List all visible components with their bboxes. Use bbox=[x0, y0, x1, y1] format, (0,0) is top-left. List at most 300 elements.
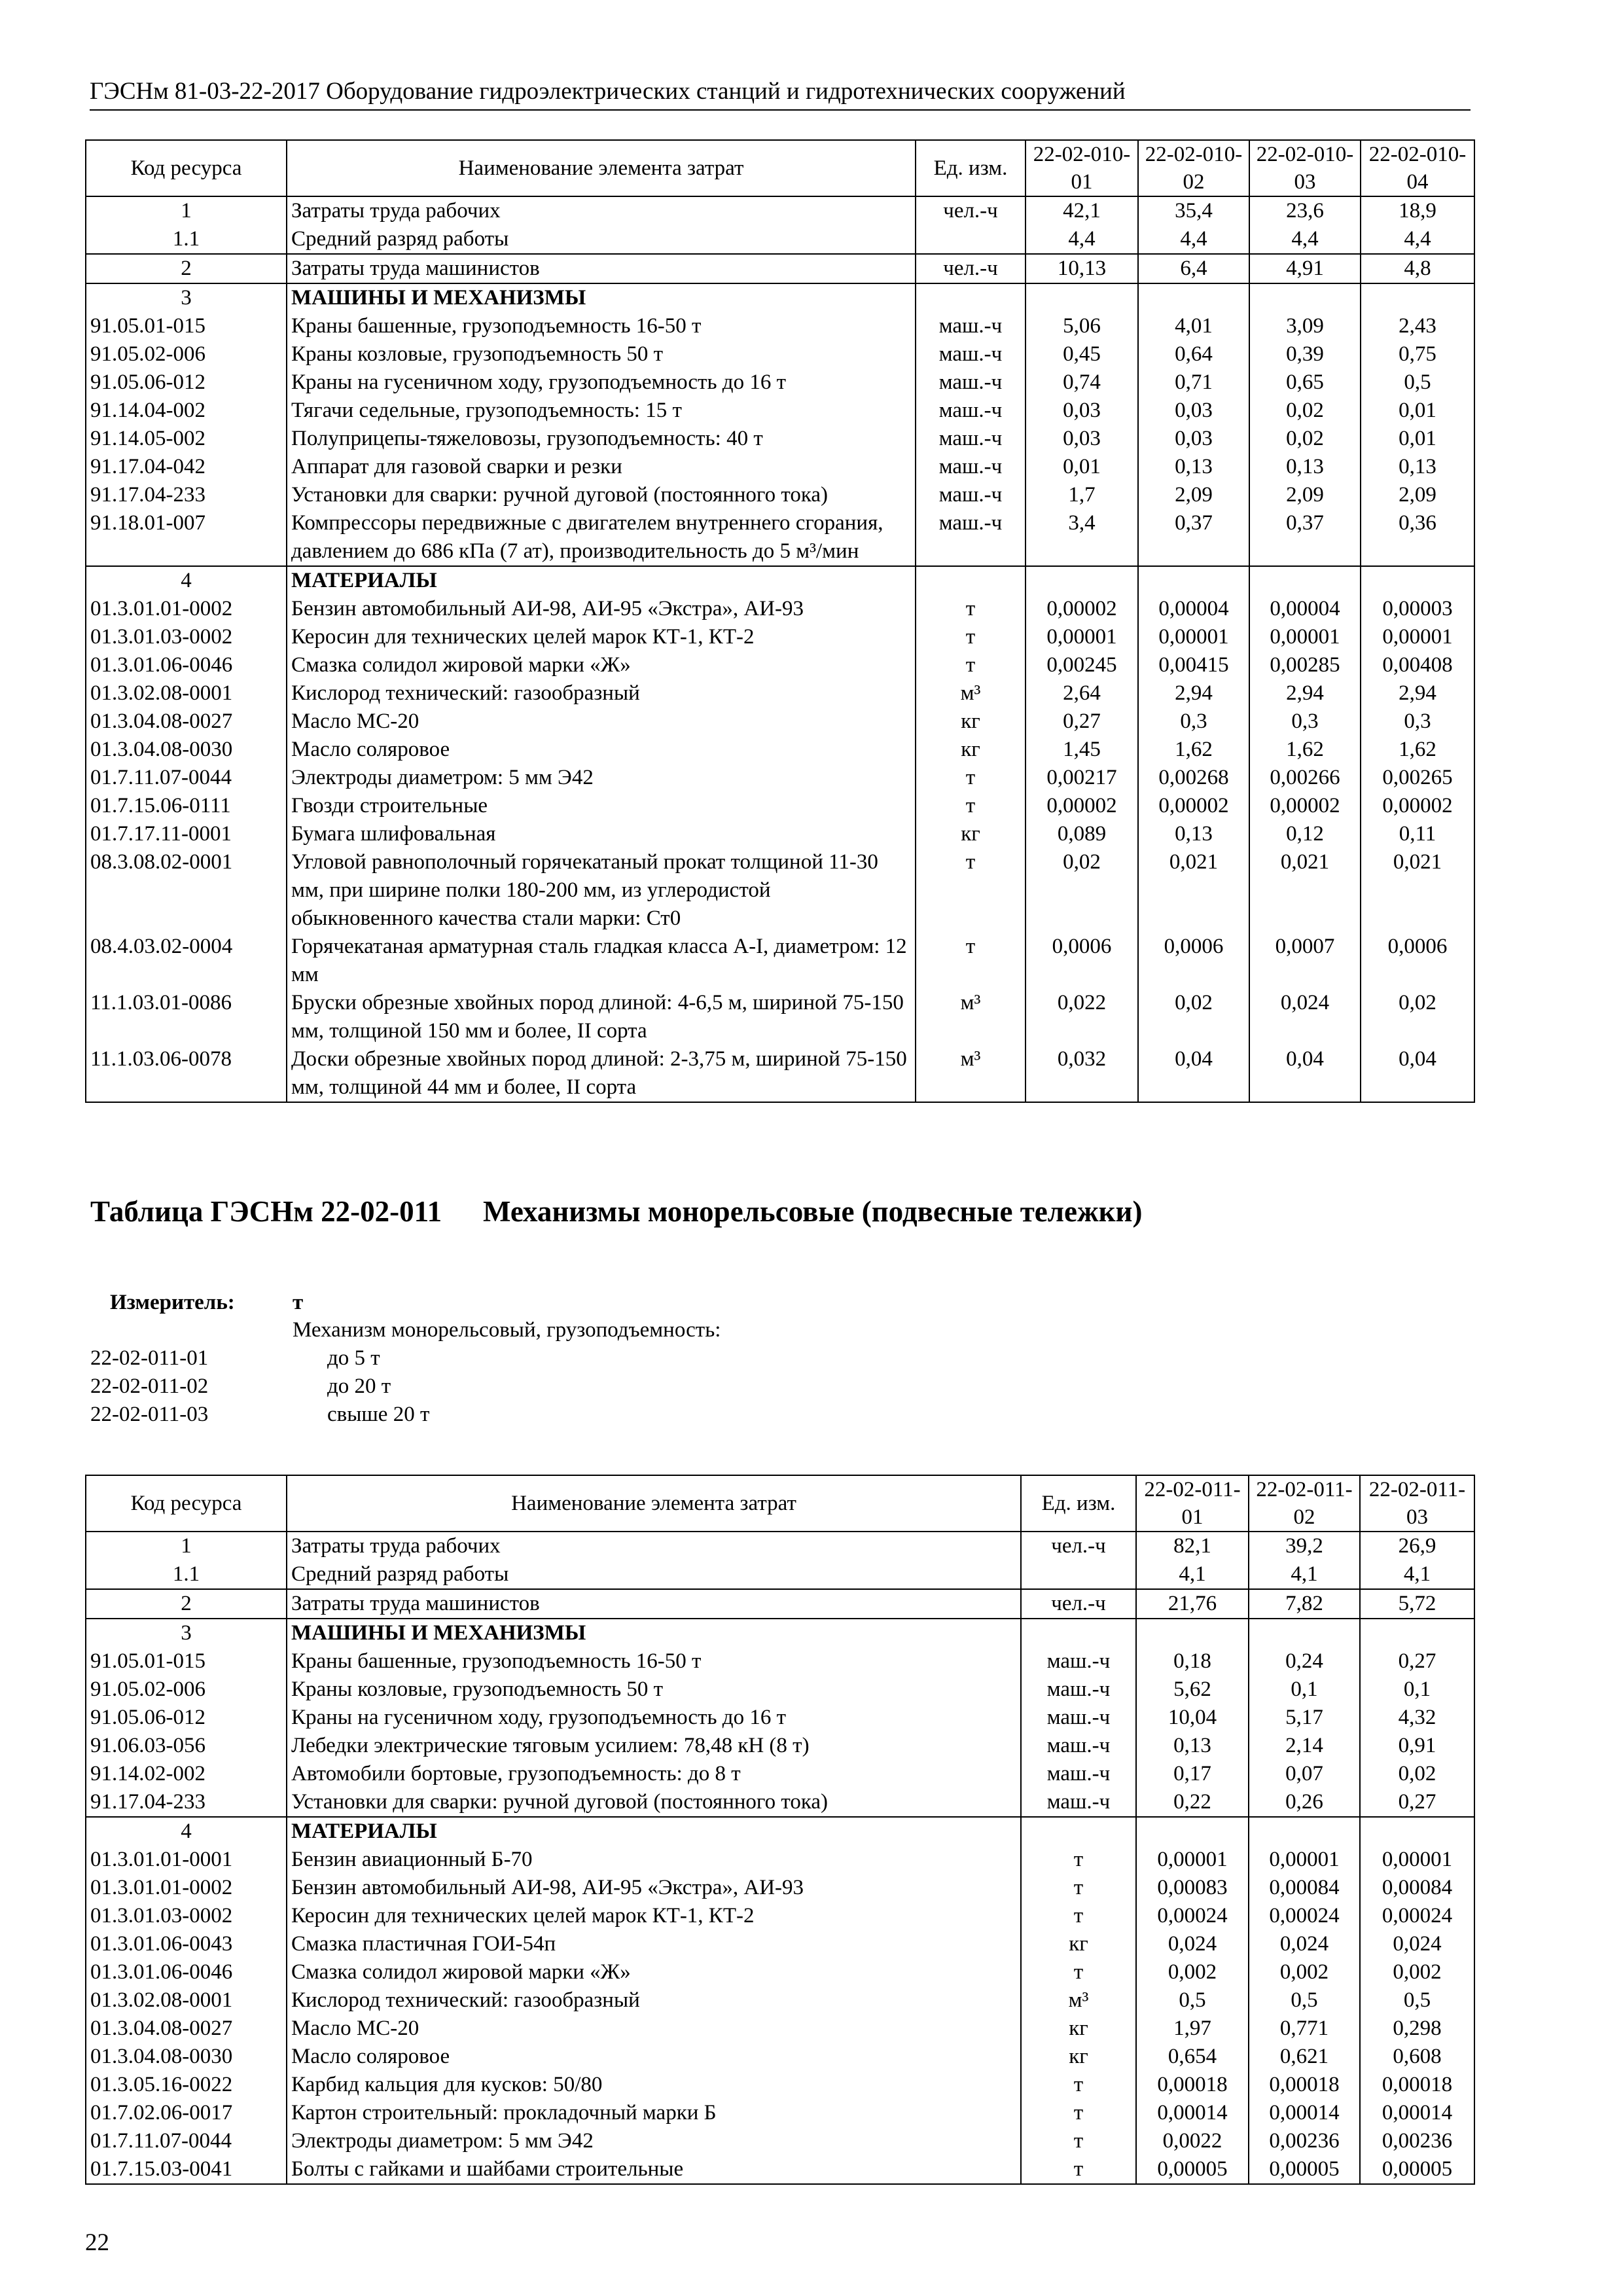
cell-value: 0,771 bbox=[1249, 2015, 1360, 2043]
cell-value: 0,26 bbox=[1249, 1788, 1360, 1817]
cell-name: Затраты труда машинистов bbox=[287, 254, 916, 283]
cell-value: 0,00001 bbox=[1249, 1846, 1360, 1874]
cell-unit: т bbox=[916, 848, 1026, 933]
table-title-code: Таблица ГЭСНм 22-02-011 bbox=[90, 1195, 442, 1228]
cell-code: 91.05.02-006 bbox=[86, 340, 287, 368]
column-header-value: 22-02-011-03 bbox=[1360, 1475, 1474, 1532]
column-header-value: 22-02-010-01 bbox=[1026, 140, 1138, 196]
page-number: 22 bbox=[85, 2229, 109, 2256]
table-row bbox=[86, 397, 1474, 425]
cell-code: 91.17.04-042 bbox=[86, 453, 287, 481]
cell-code: 01.3.01.01-0002 bbox=[86, 1874, 287, 1902]
cell-code: 01.3.01.06-0043 bbox=[86, 1930, 287, 1958]
cell-code: 3 bbox=[86, 1619, 287, 1647]
cell-unit: маш.-ч bbox=[916, 312, 1026, 340]
cell-value: 4,32 bbox=[1360, 1704, 1474, 1732]
cell-name: МАТЕРИАЛЫ bbox=[287, 1817, 1021, 1846]
cell-value: 2,94 bbox=[1361, 679, 1474, 708]
cell-value: 0,04 bbox=[1361, 1045, 1474, 1102]
cell-value: 0,13 bbox=[1136, 1732, 1249, 1760]
column-header-value: 22-02-010-02 bbox=[1138, 140, 1249, 196]
cell-unit: кг bbox=[916, 708, 1026, 736]
cell-value: 0,01 bbox=[1361, 425, 1474, 453]
cell-value: 0,00236 bbox=[1249, 2127, 1360, 2155]
table-row bbox=[86, 764, 1474, 792]
cell-value: 2,09 bbox=[1249, 481, 1361, 509]
table-row bbox=[86, 1986, 1474, 2015]
cell-value: 0,024 bbox=[1136, 1930, 1249, 1958]
table-row bbox=[86, 425, 1474, 453]
cell-code: 01.3.01.06-0046 bbox=[86, 1958, 287, 1986]
cell-value: 0,03 bbox=[1026, 397, 1138, 425]
cell-name: Установки для сварки: ручной дуговой (постоянного тока) bbox=[287, 1788, 1021, 1817]
cell-code: 01.3.01.03-0002 bbox=[86, 1902, 287, 1930]
cell-value: 0,00014 bbox=[1249, 2099, 1360, 2127]
cell-value: 0,00002 bbox=[1026, 792, 1138, 820]
cell-value: 18,9 bbox=[1361, 196, 1474, 225]
cell-code: 4 bbox=[86, 566, 287, 595]
cell-name: Бумага шлифовальная bbox=[287, 820, 916, 848]
cell-unit: т bbox=[916, 651, 1026, 679]
cell-unit: чел.-ч bbox=[916, 254, 1026, 283]
table-row bbox=[86, 225, 1474, 254]
measure-item-code: 22-02-011-03 bbox=[90, 1403, 209, 1426]
cell-value bbox=[1138, 566, 1249, 595]
table-row bbox=[86, 2043, 1474, 2071]
cell-code: 91.17.04-233 bbox=[86, 481, 287, 509]
table-row bbox=[86, 820, 1474, 848]
cell-name: Бензин автомобильный АИ-98, АИ-95 «Экстра», АИ-93 bbox=[287, 1874, 1021, 1902]
cell-code: 91.14.04-002 bbox=[86, 397, 287, 425]
cell-value: 0,00236 bbox=[1360, 2127, 1474, 2155]
cell-value: 4,4 bbox=[1249, 225, 1361, 254]
cell-value: 0,024 bbox=[1249, 1930, 1360, 1958]
cell-value: 1,97 bbox=[1136, 2015, 1249, 2043]
cell-name: Краны козловые, грузоподъемность 50 т bbox=[287, 340, 916, 368]
cell-code: 2 bbox=[86, 254, 287, 283]
cell-value: 0,5 bbox=[1360, 1986, 1474, 2015]
cell-value: 0,37 bbox=[1249, 509, 1361, 566]
cell-value: 0,00083 bbox=[1136, 1874, 1249, 1902]
cell-value: 0,27 bbox=[1360, 1647, 1474, 1676]
cell-unit: кг bbox=[916, 736, 1026, 764]
table-row bbox=[86, 2071, 1474, 2099]
cell-value: 2,94 bbox=[1249, 679, 1361, 708]
cell-unit: т bbox=[1021, 1902, 1136, 1930]
table-row bbox=[86, 453, 1474, 481]
cell-value: 4,4 bbox=[1361, 225, 1474, 254]
cell-name: Смазка солидол жировой марки «Ж» bbox=[287, 651, 916, 679]
cell-value: 0,00005 bbox=[1249, 2155, 1360, 2184]
cell-code: 91.14.05-002 bbox=[86, 425, 287, 453]
measure-item-text: свыше 20 т bbox=[327, 1403, 430, 1426]
cell-value: 0,00001 bbox=[1026, 623, 1138, 651]
cell-value: 1,7 bbox=[1026, 481, 1138, 509]
cell-value: 4,1 bbox=[1136, 1560, 1249, 1589]
table-row bbox=[86, 1647, 1474, 1676]
column-header-name: Наименование элемента затрат bbox=[287, 1475, 1021, 1532]
measure-unit: т bbox=[293, 1291, 304, 1314]
cell-value: 0,13 bbox=[1361, 453, 1474, 481]
cell-code: 91.17.04-233 bbox=[86, 1788, 287, 1817]
cell-name: МАШИНЫ И МЕХАНИЗМЫ bbox=[287, 1619, 1021, 1647]
cell-name: Краны на гусеничном ходу, грузоподъемность до 16 т bbox=[287, 368, 916, 397]
cell-name: Краны башенные, грузоподъемность 16-50 т bbox=[287, 312, 916, 340]
column-header-unit: Ед. изм. bbox=[1021, 1475, 1136, 1532]
cell-value: 0,02 bbox=[1361, 989, 1474, 1045]
column-header-value: 22-02-011-02 bbox=[1249, 1475, 1360, 1532]
cell-code: 91.18.01-007 bbox=[86, 509, 287, 566]
cell-unit bbox=[1021, 1619, 1136, 1647]
cell-name: Компрессоры передвижные с двигателем внутреннего сгорания, давлением до 686 кПа (7 ат), производительность до 5 м³/мин bbox=[287, 509, 916, 566]
cell-value: 0,02 bbox=[1249, 425, 1361, 453]
cell-value: 0,5 bbox=[1361, 368, 1474, 397]
cell-code: 2 bbox=[86, 1589, 287, 1619]
measure-description: Механизм монорельсовый, грузоподъемность: bbox=[293, 1318, 721, 1342]
column-header-value: 22-02-010-04 bbox=[1361, 140, 1474, 196]
table-row bbox=[86, 481, 1474, 509]
cell-value: 0,01 bbox=[1361, 397, 1474, 425]
cell-code: 91.05.01-015 bbox=[86, 1647, 287, 1676]
cell-value: 0,1 bbox=[1249, 1676, 1360, 1704]
cell-value: 0,00014 bbox=[1360, 2099, 1474, 2127]
cell-value bbox=[1026, 566, 1138, 595]
cell-code: 1.1 bbox=[86, 225, 287, 254]
table-row bbox=[86, 2099, 1474, 2127]
cell-value: 2,64 bbox=[1026, 679, 1138, 708]
table-row bbox=[86, 1817, 1474, 1846]
cell-unit: кг bbox=[916, 820, 1026, 848]
cell-value: 4,91 bbox=[1249, 254, 1361, 283]
cell-value bbox=[1136, 1817, 1249, 1846]
table-row bbox=[86, 1902, 1474, 1930]
cell-value: 0,00268 bbox=[1138, 764, 1249, 792]
cell-value: 0,18 bbox=[1136, 1647, 1249, 1676]
cell-value: 2,14 bbox=[1249, 1732, 1360, 1760]
measure-item-code: 22-02-011-01 bbox=[90, 1346, 209, 1370]
cell-value: 0,0006 bbox=[1026, 933, 1138, 989]
cell-value: 0,022 bbox=[1026, 989, 1138, 1045]
table-row bbox=[86, 708, 1474, 736]
cell-value: 0,00003 bbox=[1361, 595, 1474, 623]
cell-name: Тягачи седельные, грузоподъемность: 15 т bbox=[287, 397, 916, 425]
cell-value: 0,02 bbox=[1026, 848, 1138, 933]
cell-value bbox=[1360, 1619, 1474, 1647]
cell-unit: м³ bbox=[1021, 1986, 1136, 2015]
cell-value: 0,024 bbox=[1249, 989, 1361, 1045]
cell-unit: т bbox=[916, 933, 1026, 989]
cell-unit: кг bbox=[1021, 2015, 1136, 2043]
cell-unit: м³ bbox=[916, 1045, 1026, 1102]
cell-code: 01.7.17.11-0001 bbox=[86, 820, 287, 848]
cell-value: 0,39 bbox=[1249, 340, 1361, 368]
cell-value: 0,00217 bbox=[1026, 764, 1138, 792]
cell-value bbox=[1249, 283, 1361, 312]
cell-value: 0,11 bbox=[1361, 820, 1474, 848]
cell-code: 91.05.01-015 bbox=[86, 312, 287, 340]
table-row bbox=[86, 1532, 1474, 1560]
cell-code: 01.7.11.07-0044 bbox=[86, 764, 287, 792]
cell-value bbox=[1361, 566, 1474, 595]
cell-name: МАТЕРИАЛЫ bbox=[287, 566, 916, 595]
cell-value: 0,01 bbox=[1026, 453, 1138, 481]
cell-code: 08.3.08.02-0001 bbox=[86, 848, 287, 933]
table-row bbox=[86, 1760, 1474, 1788]
cell-value: 3,4 bbox=[1026, 509, 1138, 566]
cell-value: 0,00266 bbox=[1249, 764, 1361, 792]
cell-code: 01.3.04.08-0027 bbox=[86, 708, 287, 736]
cell-value: 4,01 bbox=[1138, 312, 1249, 340]
cell-value: 0,0006 bbox=[1138, 933, 1249, 989]
cell-value: 0,00001 bbox=[1249, 623, 1361, 651]
cell-name: Масло соляровое bbox=[287, 736, 916, 764]
cell-unit: т bbox=[916, 792, 1026, 820]
cell-value: 0,00415 bbox=[1138, 651, 1249, 679]
cell-name: Затраты труда машинистов bbox=[287, 1589, 1021, 1619]
cell-code: 01.3.05.16-0022 bbox=[86, 2071, 287, 2099]
cell-name: Краны на гусеничном ходу, грузоподъемность до 16 т bbox=[287, 1704, 1021, 1732]
cell-name: Смазка солидол жировой марки «Ж» bbox=[287, 1958, 1021, 1986]
cell-value: 0,64 bbox=[1138, 340, 1249, 368]
cell-value: 0,37 bbox=[1138, 509, 1249, 566]
cell-value: 0,07 bbox=[1249, 1760, 1360, 1788]
cell-value: 0,00004 bbox=[1138, 595, 1249, 623]
table-row bbox=[86, 2015, 1474, 2043]
column-header-unit: Ед. изм. bbox=[916, 140, 1026, 196]
cell-value: 26,9 bbox=[1360, 1532, 1474, 1560]
cell-value: 0,00001 bbox=[1138, 623, 1249, 651]
cell-value: 0,75 bbox=[1361, 340, 1474, 368]
cell-code: 01.7.02.06-0017 bbox=[86, 2099, 287, 2127]
cell-value: 0,74 bbox=[1026, 368, 1138, 397]
cell-value: 0,00005 bbox=[1360, 2155, 1474, 2184]
table-title-name: Механизмы монорельсовые (подвесные тележки) bbox=[483, 1195, 1143, 1228]
cell-name: Керосин для технических целей марок КТ-1, КТ-2 bbox=[287, 623, 916, 651]
cell-value bbox=[1249, 1619, 1360, 1647]
cell-value: 0,45 bbox=[1026, 340, 1138, 368]
cell-value: 0,22 bbox=[1136, 1788, 1249, 1817]
cell-unit: маш.-ч bbox=[916, 509, 1026, 566]
cell-code: 01.3.01.06-0046 bbox=[86, 651, 287, 679]
cell-value: 0,00024 bbox=[1360, 1902, 1474, 1930]
cell-value: 10,04 bbox=[1136, 1704, 1249, 1732]
cell-code: 1 bbox=[86, 196, 287, 225]
cell-unit: маш.-ч bbox=[1021, 1732, 1136, 1760]
cell-unit: м³ bbox=[916, 989, 1026, 1045]
resource-table-010 bbox=[85, 139, 1475, 1103]
cell-value: 7,82 bbox=[1249, 1589, 1360, 1619]
cell-value: 1,45 bbox=[1026, 736, 1138, 764]
cell-value: 0,3 bbox=[1361, 708, 1474, 736]
cell-name: Установки для сварки: ручной дуговой (постоянного тока) bbox=[287, 481, 916, 509]
table-row bbox=[86, 1704, 1474, 1732]
cell-value: 0,13 bbox=[1249, 453, 1361, 481]
cell-name: Болты с гайками и шайбами строительные bbox=[287, 2155, 1021, 2184]
cell-name: Карбид кальция для кусков: 50/80 bbox=[287, 2071, 1021, 2099]
cell-value: 0,00018 bbox=[1136, 2071, 1249, 2099]
cell-value: 0,00001 bbox=[1136, 1846, 1249, 1874]
cell-value: 0,00005 bbox=[1136, 2155, 1249, 2184]
column-header-name: Наименование элемента затрат bbox=[287, 140, 916, 196]
cell-name: Керосин для технических целей марок КТ-1, КТ-2 bbox=[287, 1902, 1021, 1930]
cell-value bbox=[1136, 1619, 1249, 1647]
cell-value: 0,0007 bbox=[1249, 933, 1361, 989]
cell-code: 01.3.02.08-0001 bbox=[86, 679, 287, 708]
cell-code: 91.05.02-006 bbox=[86, 1676, 287, 1704]
cell-value: 4,4 bbox=[1138, 225, 1249, 254]
cell-code: 01.7.15.06-0111 bbox=[86, 792, 287, 820]
table-row bbox=[86, 509, 1474, 566]
cell-name: Гвозди строительные bbox=[287, 792, 916, 820]
table-row bbox=[86, 312, 1474, 340]
cell-value: 0,089 bbox=[1026, 820, 1138, 848]
table-row bbox=[86, 989, 1474, 1045]
cell-value: 0,91 bbox=[1360, 1732, 1474, 1760]
cell-name: Средний разряд работы bbox=[287, 225, 916, 254]
resource-table-011 bbox=[85, 1475, 1475, 2185]
cell-value: 39,2 bbox=[1249, 1532, 1360, 1560]
cell-value: 5,62 bbox=[1136, 1676, 1249, 1704]
table-row bbox=[86, 848, 1474, 933]
cell-value: 0,71 bbox=[1138, 368, 1249, 397]
table-row bbox=[86, 595, 1474, 623]
cell-value bbox=[1249, 566, 1361, 595]
cell-name: Бензин автомобильный АИ-98, АИ-95 «Экстра», АИ-93 bbox=[287, 595, 916, 623]
cell-value: 4,1 bbox=[1249, 1560, 1360, 1589]
cell-unit: маш.-ч bbox=[916, 397, 1026, 425]
cell-value: 0,0022 bbox=[1136, 2127, 1249, 2155]
cell-unit: маш.-ч bbox=[1021, 1676, 1136, 1704]
cell-code: 11.1.03.01-0086 bbox=[86, 989, 287, 1045]
cell-value: 4,1 bbox=[1360, 1560, 1474, 1589]
cell-unit: чел.-ч bbox=[916, 196, 1026, 225]
cell-value: 0,36 bbox=[1361, 509, 1474, 566]
measure-label: Измеритель: bbox=[110, 1291, 235, 1314]
column-header-code: Код ресурса bbox=[86, 1475, 287, 1532]
cell-name: Масло МС-20 bbox=[287, 708, 916, 736]
cell-value: 23,6 bbox=[1249, 196, 1361, 225]
table-row bbox=[86, 792, 1474, 820]
cell-code: 4 bbox=[86, 1817, 287, 1846]
cell-code: 3 bbox=[86, 283, 287, 312]
cell-value: 0,1 bbox=[1360, 1676, 1474, 1704]
cell-name: Лебедки электрические тяговым усилием: 78,48 кН (8 т) bbox=[287, 1732, 1021, 1760]
cell-unit: т bbox=[1021, 2071, 1136, 2099]
table-row bbox=[86, 2155, 1474, 2184]
cell-name: Картон строительный: прокладочный марки Б bbox=[287, 2099, 1021, 2127]
cell-value bbox=[1026, 283, 1138, 312]
cell-unit bbox=[916, 225, 1026, 254]
cell-name: Электроды диаметром: 5 мм Э42 bbox=[287, 764, 916, 792]
cell-value: 0,00018 bbox=[1360, 2071, 1474, 2099]
cell-value: 0,04 bbox=[1138, 1045, 1249, 1102]
cell-value: 0,00002 bbox=[1361, 792, 1474, 820]
cell-unit: кг bbox=[1021, 2043, 1136, 2071]
cell-value: 0,27 bbox=[1026, 708, 1138, 736]
cell-value: 0,03 bbox=[1138, 397, 1249, 425]
table-row bbox=[86, 1958, 1474, 1986]
cell-value: 4,4 bbox=[1026, 225, 1138, 254]
cell-name: Смазка пластичная ГОИ-54п bbox=[287, 1930, 1021, 1958]
cell-value: 0,13 bbox=[1138, 820, 1249, 848]
table-row bbox=[86, 2127, 1474, 2155]
cell-value: 0,00285 bbox=[1249, 651, 1361, 679]
cell-name: Масло соляровое bbox=[287, 2043, 1021, 2071]
cell-code: 01.3.01.03-0002 bbox=[86, 623, 287, 651]
cell-code: 1 bbox=[86, 1532, 287, 1560]
cell-value: 0,5 bbox=[1249, 1986, 1360, 2015]
cell-code: 11.1.03.06-0078 bbox=[86, 1045, 287, 1102]
cell-value: 0,608 bbox=[1360, 2043, 1474, 2071]
cell-value: 0,00001 bbox=[1361, 623, 1474, 651]
cell-value: 0,00001 bbox=[1360, 1846, 1474, 1874]
cell-value: 0,032 bbox=[1026, 1045, 1138, 1102]
cell-unit: маш.-ч bbox=[1021, 1704, 1136, 1732]
cell-unit: маш.-ч bbox=[916, 453, 1026, 481]
cell-unit bbox=[916, 566, 1026, 595]
cell-unit: т bbox=[916, 595, 1026, 623]
cell-value: 0,002 bbox=[1360, 1958, 1474, 1986]
cell-unit: маш.-ч bbox=[916, 368, 1026, 397]
measure-item-code: 22-02-011-02 bbox=[90, 1374, 209, 1398]
cell-value: 1,62 bbox=[1361, 736, 1474, 764]
table-row bbox=[86, 1676, 1474, 1704]
table-row bbox=[86, 254, 1474, 283]
cell-name: МАШИНЫ И МЕХАНИЗМЫ bbox=[287, 283, 916, 312]
cell-value bbox=[1360, 1817, 1474, 1846]
cell-value: 3,09 bbox=[1249, 312, 1361, 340]
cell-value: 6,4 bbox=[1138, 254, 1249, 283]
cell-value: 0,021 bbox=[1249, 848, 1361, 933]
cell-unit: маш.-ч bbox=[1021, 1788, 1136, 1817]
page-header: ГЭСНм 81-03-22-2017 Оборудование гидроэлектрических станций и гидротехнических сооружений bbox=[90, 77, 1471, 111]
cell-value: 1,62 bbox=[1249, 736, 1361, 764]
cell-code: 01.3.01.01-0002 bbox=[86, 595, 287, 623]
column-header-value: 22-02-010-03 bbox=[1249, 140, 1361, 196]
table-row bbox=[86, 933, 1474, 989]
cell-code: 01.3.04.08-0027 bbox=[86, 2015, 287, 2043]
cell-value: 0,3 bbox=[1249, 708, 1361, 736]
cell-value: 21,76 bbox=[1136, 1589, 1249, 1619]
cell-value: 0,021 bbox=[1361, 848, 1474, 933]
table-row bbox=[86, 1589, 1474, 1619]
cell-value: 0,03 bbox=[1138, 425, 1249, 453]
cell-value: 0,02 bbox=[1249, 397, 1361, 425]
cell-name: Электроды диаметром: 5 мм Э42 bbox=[287, 2127, 1021, 2155]
cell-name: Масло МС-20 bbox=[287, 2015, 1021, 2043]
cell-value: 0,00002 bbox=[1138, 792, 1249, 820]
table-row bbox=[86, 1560, 1474, 1589]
cell-name: Средний разряд работы bbox=[287, 1560, 1021, 1589]
cell-code: 01.3.04.08-0030 bbox=[86, 736, 287, 764]
cell-unit bbox=[1021, 1817, 1136, 1846]
cell-name: Краны башенные, грузоподъемность 16-50 т bbox=[287, 1647, 1021, 1676]
cell-value bbox=[1249, 1817, 1360, 1846]
table-row bbox=[86, 1045, 1474, 1102]
table-row bbox=[86, 196, 1474, 225]
cell-name: Затраты труда рабочих bbox=[287, 196, 916, 225]
cell-name: Полуприцепы-тяжеловозы, грузоподъемность: 40 т bbox=[287, 425, 916, 453]
cell-value: 0,00084 bbox=[1249, 1874, 1360, 1902]
table-row bbox=[86, 283, 1474, 312]
table-row bbox=[86, 1874, 1474, 1902]
cell-value: 0,002 bbox=[1249, 1958, 1360, 1986]
cell-value: 82,1 bbox=[1136, 1532, 1249, 1560]
measure-item-text: до 5 т bbox=[327, 1346, 380, 1370]
cell-value: 10,13 bbox=[1026, 254, 1138, 283]
cell-unit: т bbox=[916, 623, 1026, 651]
cell-unit: кг bbox=[1021, 1930, 1136, 1958]
